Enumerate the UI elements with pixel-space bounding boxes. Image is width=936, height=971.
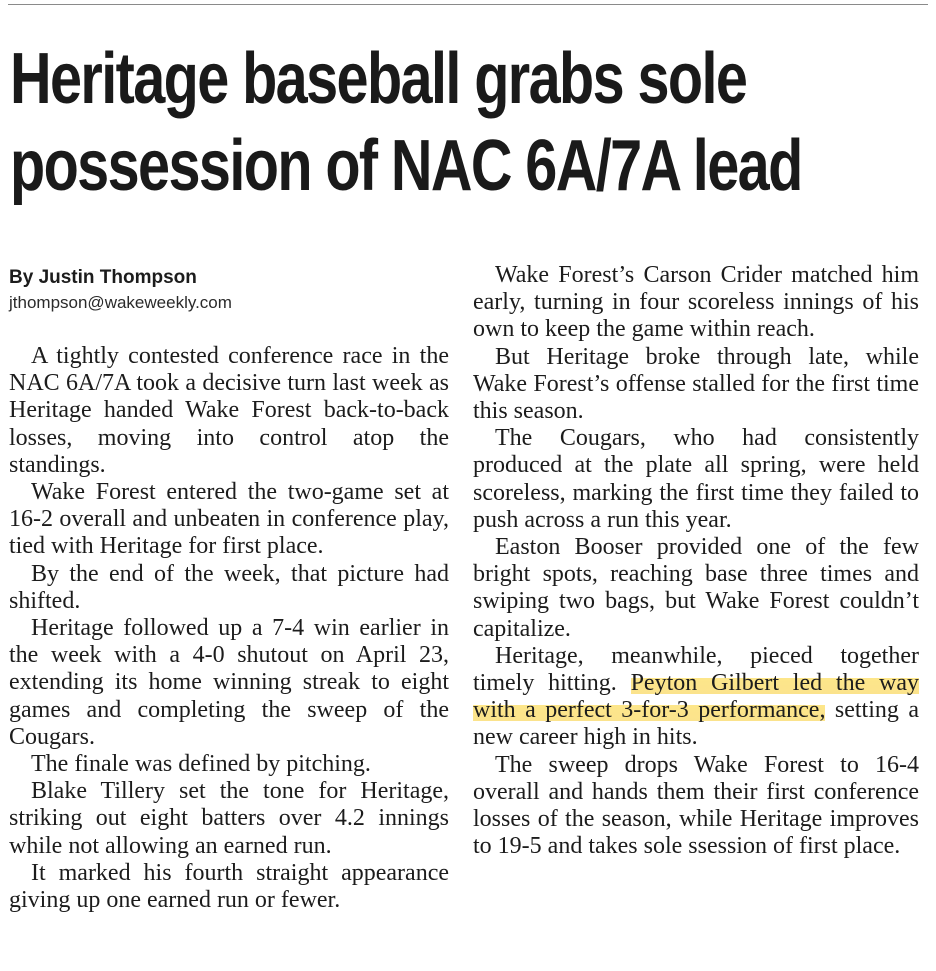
- paragraph: Wake Forest’s Carson Crider matched him early, turning in four scoreless innings of his own to keep the game within reach.: [473, 262, 919, 343]
- paragraph: By the end of the week, that picture had shifted.: [9, 560, 449, 614]
- left-column: [9, 262, 449, 914]
- author-email[interactable]: jthompson@wakeweekly.com: [9, 293, 232, 312]
- right-column: [473, 262, 919, 860]
- headline-line-2: possession of NAC 6A/7A lead: [10, 126, 802, 206]
- paragraph: A tightly contested conference race in the NAC 6A/7A took a decisive turn last week as Heritage handed Wake Forest back-to-back losses, moving into control atop the standings.: [9, 343, 449, 478]
- byline: By Justin Thompson: [9, 267, 197, 288]
- paragraph-text: setting a new career high in hits.: [473, 697, 919, 751]
- highlighted-text: Peyton Gilbert led the way with a perfect 3-for-3 performance,: [473, 670, 919, 724]
- paragraph: Blake Tillery set the tone for Heritage, striking out eight batters over 4.2 innings while not allowing an earned run.: [9, 778, 449, 859]
- paragraph-text: Heritage, meanwhile, pieced together timely hitting.: [473, 642, 919, 697]
- paragraph: The sweep drops Wake Forest to 16-4 overall and hands them their first conference losses of the season, while Heritage improves to 19-5 and takes sole ssession of first place.: [473, 751, 919, 860]
- paragraph: The Cougars, who had consistently produced at the plate all spring, were held scoreless, marking the first time they failed to push across a run this year.: [473, 425, 919, 533]
- highlighted-paragraph: [473, 643, 919, 752]
- paragraph: But Heritage broke through late, while Wake Forest’s offense stalled for the first time this season.: [473, 343, 919, 425]
- headline-line-1: Heritage baseball grabs sole: [10, 39, 747, 119]
- paragraph: Wake Forest entered the two-game set at 16-2 overall and unbeaten in conference play, tied with Heritage for first place.: [9, 479, 449, 560]
- paragraph: Easton Booser provided one of the few bright spots, reaching base three times and swiping two bags, but Wake Forest couldn’t capitalize.: [473, 534, 919, 642]
- top-rule: [8, 4, 928, 5]
- paragraph: Heritage followed up a 7-4 win earlier in the week with a 4-0 shutout on April 23, extending its home winning streak to eight games and completing the sweep of the Cougars.: [9, 615, 449, 750]
- headline: [10, 36, 926, 210]
- paragraph: It marked his fourth straight appearance giving up one earned run or fewer.: [9, 859, 449, 914]
- paragraph: The finale was defined by pitching.: [31, 751, 371, 778]
